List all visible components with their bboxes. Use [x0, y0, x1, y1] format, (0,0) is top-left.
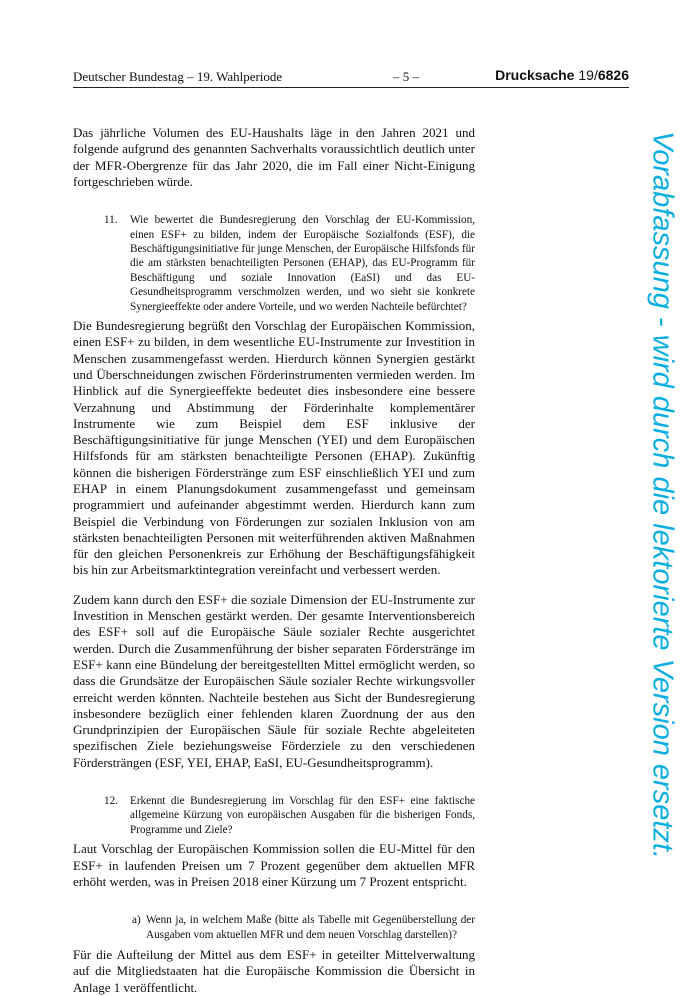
- document-number: [495, 67, 629, 83]
- answer-12a-paragraph: Für die Aufteilung der Mittel aus dem ESF+ in geteilter Mittelverwaltung auf die Mitgliedstaaten hat die Europäische Kommission die Übersicht in Anlage 1 veröffentlicht.: [73, 946, 475, 995]
- document-number-main: 6826: [597, 67, 629, 83]
- question-number: a): [132, 914, 141, 927]
- page-header: [73, 67, 629, 88]
- question-text: Erkennt die Bundesregierung im Vorschlag für den ESF+ eine faktische allgemeine Kürzung von europäischen Ausgaben für die bisherigen Fonds, Programme und Ziele?: [130, 795, 475, 836]
- question-11: [104, 213, 475, 314]
- question-number: 12.: [104, 795, 118, 808]
- question-text: Wenn ja, in welchem Maße (bitte als Tabelle mit Gegenüberstellung der Ausgaben vom aktuellen MFR und dem neuen Vorschlag darstellen)?: [146, 914, 475, 941]
- question-12a: [132, 913, 475, 942]
- document-number-prefix: 19/: [578, 67, 598, 83]
- page-content: [73, 125, 475, 996]
- draft-watermark: Vorabfassung - wird durch die lektorierte Version ersetzt.: [646, 130, 679, 860]
- intro-paragraph: Das jährliche Volumen des EU-Haushalts läge in den Jahren 2021 und folgende aufgrund des genannten Sachverhalts voraussichtlich deutlich unter der MFR-Obergrenze für das Jahr 2020, die im Fall einer Nicht-Einigung fortgeschrieben würde.: [73, 125, 475, 189]
- page-number: – 5 –: [393, 69, 419, 84]
- question-text: Wie bewertet die Bundesregierung den Vorschlag der EU-Kommission, einen ESF+ zu bilden, indem der Europäische Sozialfonds (ESF), die Beschäftigungsinitiative für junge Menschen, der Europäische Hilfsfonds für die am stärksten benachteiligten Personen (EHAP), das EU-Programm für Beschäftigung und soziale Innovation (EaSI) und das EU-Gesundheitsprogramm verschmolzen werden, und wo sieht sie konkrete Synergieeffekte oder andere Vorteile, und wo werden Nachteile befürchtet?: [130, 214, 475, 313]
- answer-11-paragraph-1: Die Bundesregierung begrüßt den Vorschlag der Europäischen Kommission, einen ESF+ zu bilden, in dem wesentliche EU-Instrumente zur Investition in Menschen zusammengefasst werden. Hierdurch können Synergien gestärkt und Überschneidungen zwischen Förderinstrumenten vermieden werden. Im Hinblick auf die Synergieeffekte bedeutet dies insbesondere eine bessere Verzahnung und Abstimmung der Förderinhalte komplementärer Instrumente wie zum Beispiel dem ESF inklusive der Beschäftigungsinitiative für junge Menschen (YEI) und dem Europäischen Hilfsfonds für am stärksten benachteiligte Personen (EHAP). Zukünftig können die bisherigen Förderstränge zum ESF einschließlich YEI und zum EHAP in einem Planungsdokument zusammengefasst und gemeinsam programmiert und aufeinander abgestimmt werden. Hierdurch kann zum Beispiel die Verbindung von Förderungen zur sozialen Inklusion von am stärksten benachteiligten Personen mit weiterführenden aktiven Maßnahmen für den gleichen Personenkreis zur Erhöhung der Beschäftigungsfähigkeit bis hin zur Arbeitsmarktintegration vereinfacht und verbessert werden.: [73, 318, 475, 578]
- question-number: 11.: [104, 214, 118, 227]
- answer-12-paragraph: Laut Vorschlag der Europäischen Kommission sollen die EU-Mittel für den ESF+ in laufenden Preisen um 7 Prozent gegenüber dem aktuellen MFR erhöht werden, was in Preisen 2018 einer Kürzung um 7 Prozent entspricht.: [73, 841, 475, 889]
- header-publication: Deutscher Bundestag – 19. Wahlperiode: [73, 69, 283, 84]
- document-label: Drucksache: [495, 67, 575, 83]
- answer-11-paragraph-2: Zudem kann durch den ESF+ die soziale Dimension der EU-Instrumente zur Investition in Menschen gestärkt werden. Der gesamte Interventionsbereich des ESF+ soll auf die Europäische Säule sozialer Rechte ausgerichtet werden. Durch die Zusammenführung der bisher separaten Förderstränge im ESF+ kann eine Bündelung der bereitgestellten Mittel ermöglicht werden, so dass die Grundsätze der Europäischen Säule sozialer Rechte wirkungsvoller erreicht werden könnten. Nachteile bestehen aus Sicht der Bundesregierung insbesondere bezüglich einer fehlenden klaren Zuordnung der aus den Grundprinzipien der Europäischen Säule für soziale Rechte abgeleiteten spezifischen Ziele beziehungsweise Förderziele zu den verschiedenen Fördersträngen (ESF, YEI, EHAP, EaSI, EU-Gesundheitsprogramm).: [73, 591, 475, 770]
- question-12: [104, 794, 475, 837]
